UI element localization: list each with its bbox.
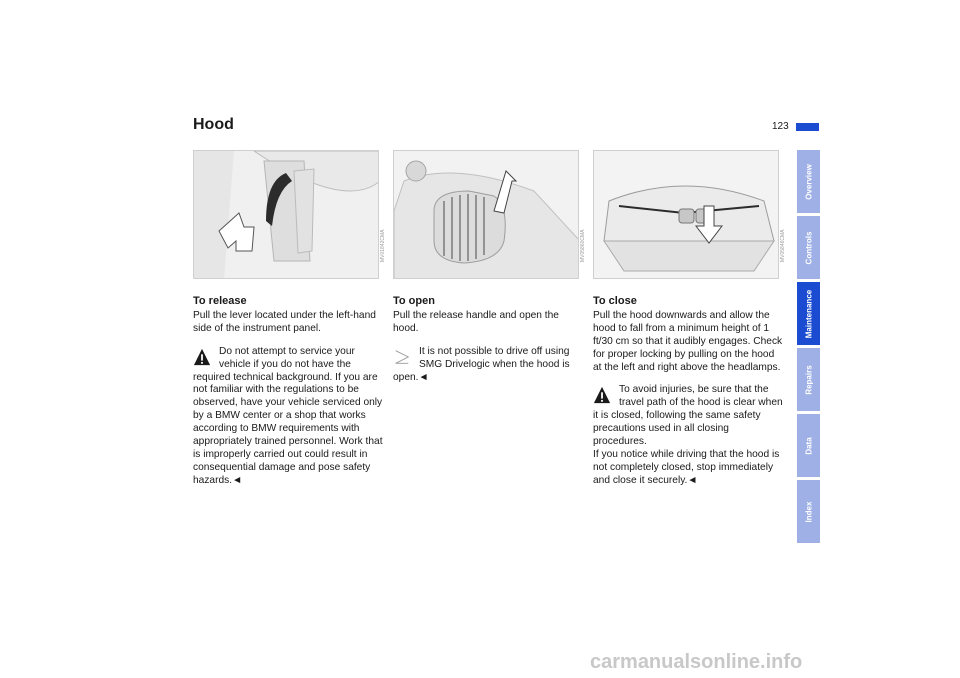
warning-icon [193, 348, 211, 366]
note-text: It is not possible to drive off using SMG Drivelogic when the hood is open.◄ [393, 345, 570, 383]
tab-repairs[interactable]: Repairs [797, 348, 820, 411]
section-heading: To release [193, 295, 247, 307]
tab-controls[interactable]: Controls [797, 216, 820, 279]
lever-illustration [194, 151, 379, 279]
section-text: Pull the hood downwards and allow the hood to fall from a minimum height of 1 ft/30 cm so that it audibly engages. Check for proper locking by pulling on the hood at the left and right above the headlamps. [593, 309, 783, 373]
section-open [393, 295, 583, 384]
warning-text: Do not attempt to service your vehicle if you do not have the required technical background. If you are not familiar with the regulations to be observed, have your vehicle serviced only by a BMW center or a shop that works according to BMW requirements with appropriately trained personnel. Work that is improperly carried out could result in consequential damage and pose safety hazards.◄ [193, 345, 383, 486]
section-tabs [797, 150, 820, 546]
section-text: Pull the lever located under the left-hand side of the instrument panel. [193, 309, 376, 334]
figure-code: MV05860CMA [580, 229, 586, 262]
page-marker [796, 123, 819, 131]
figure-close-hood [593, 150, 779, 279]
page-number: 123 [772, 121, 789, 132]
car-front-illustration [594, 151, 779, 279]
warning-note [593, 384, 783, 487]
figure-code: MV01842CMA [380, 229, 386, 262]
section-heading: To close [593, 295, 637, 307]
warning-icon [593, 386, 611, 404]
tab-maintenance[interactable]: Maintenance [797, 282, 820, 345]
warning-text-extra: If you notice while driving that the hood is not completely closed, stop immediately and close it securely.◄ [593, 448, 780, 486]
tab-data[interactable]: Data [797, 414, 820, 477]
warning-note [193, 346, 383, 488]
tab-overview[interactable]: Overview [797, 150, 820, 213]
figure-code: MV05846CMA [780, 229, 786, 262]
tab-index[interactable]: Index [797, 480, 820, 543]
info-note [393, 346, 583, 385]
section-text: Pull the release handle and open the hood. [393, 309, 559, 334]
section-heading: To open [393, 295, 435, 307]
figure-release-lever [193, 150, 379, 279]
watermark: carmanualsonline.info [590, 651, 803, 673]
warning-text: To avoid injuries, be sure that the travel path of the hood is clear when it is closed, following the same safety precautions used in all closing procedures. [593, 384, 783, 448]
figure-release-handle [393, 150, 579, 279]
note-arrow-icon [393, 348, 411, 366]
grille-illustration [394, 151, 579, 279]
page-title: Hood [193, 116, 234, 133]
section-release [193, 295, 383, 488]
section-close [593, 295, 783, 488]
